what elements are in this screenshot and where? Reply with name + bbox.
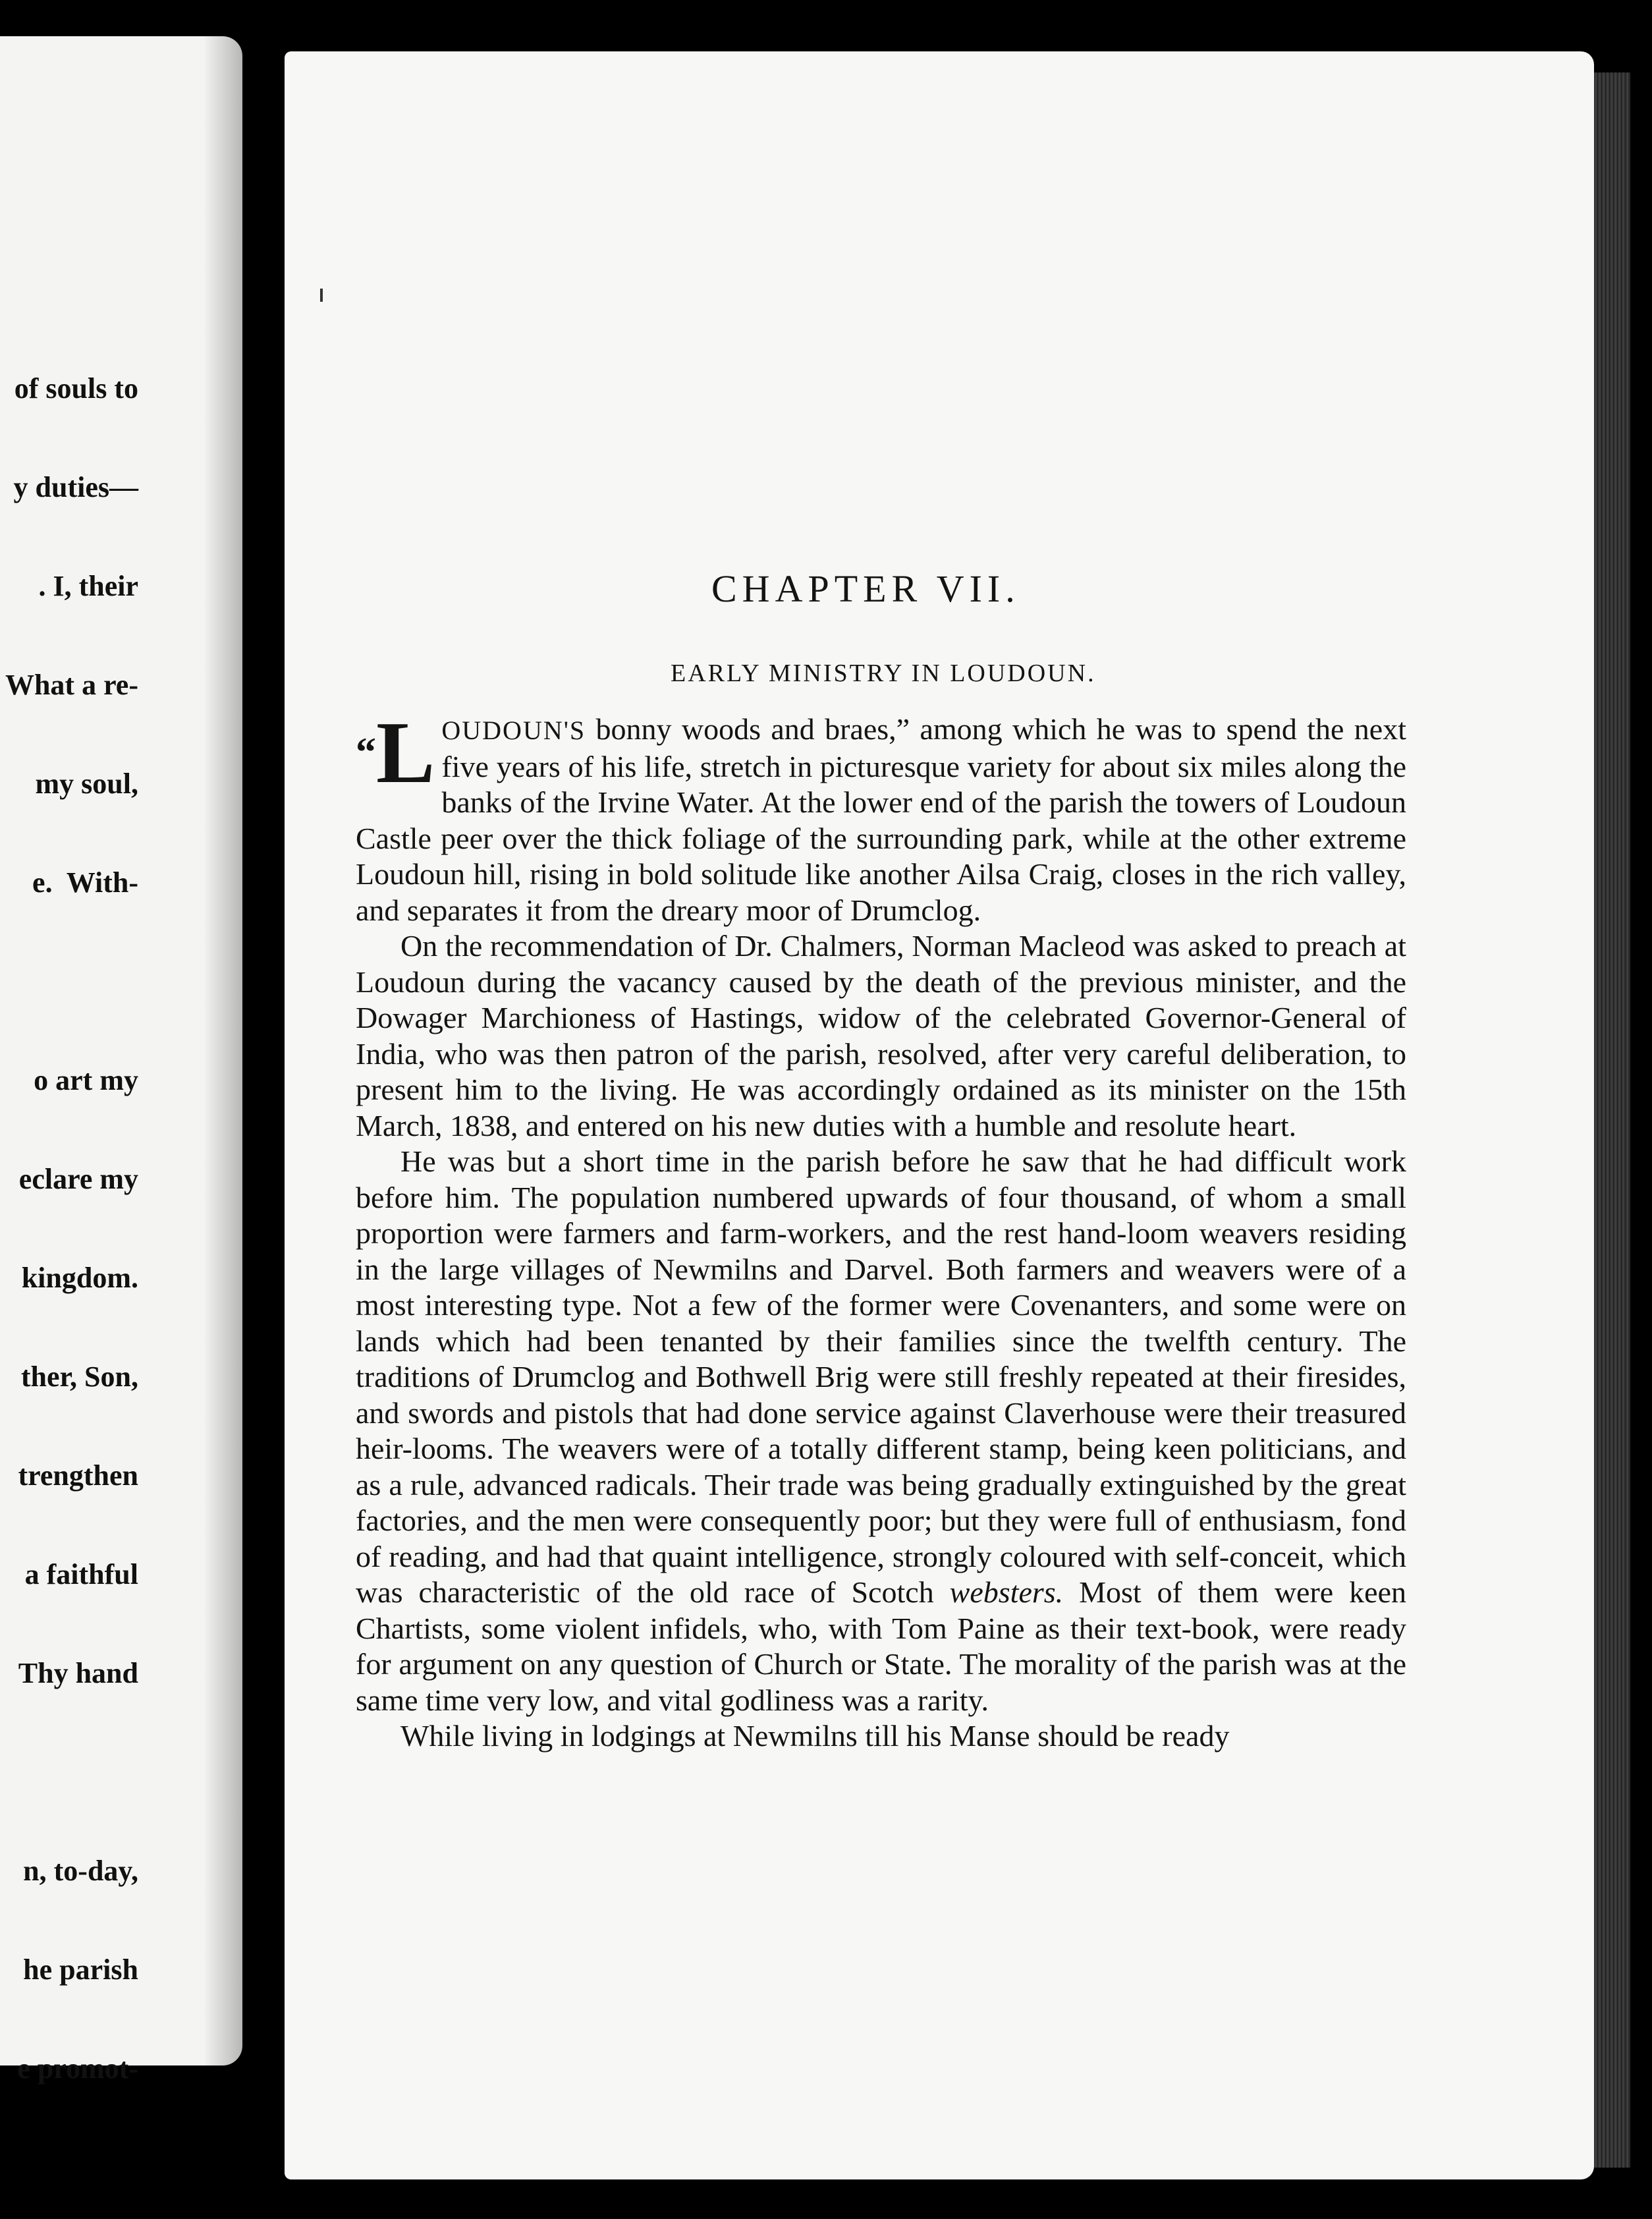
left-line: he parish [23, 1953, 138, 1986]
left-line: Thy hand [18, 1657, 138, 1689]
paragraph-3 [356, 1144, 1406, 1718]
left-line: . I, their [38, 570, 138, 602]
left-line: trengthen [18, 1459, 138, 1492]
first-word-rest: OUDOUN'S [441, 716, 586, 745]
left-line: e promot- [17, 2052, 138, 2085]
left-line: a faithful [17, 1558, 138, 1590]
book-page-edges [1594, 72, 1630, 2168]
paragraph-4: While living in lodgings at Newmilns till his Manse should be ready [400, 1719, 1230, 1753]
left-line: ther, Son, [20, 1361, 138, 1393]
left-line: o art my [34, 1064, 138, 1096]
opening-quote: “ [356, 730, 376, 775]
chapter-title: CHAPTER VII. [711, 567, 1020, 610]
drop-cap-letter: L [376, 704, 435, 801]
paragraph-1-text: bonny woods and braes,” among which he was to spend the next five years of his life, stretch in picturesque variety for about six miles along the banks of the Irvine Water. At the lower end of the parish the towers of Loudoun Castle peer over the thick foliage of the surrounding park, while at the other extreme Loudoun hill, rising in bold solitude like another Ailsa Craig, closes in the rich valley, and separates it from the dreary moor of Drumclog. [356, 712, 1406, 927]
left-line: kingdom. [14, 1262, 138, 1294]
left-line: my soul, [28, 768, 138, 800]
paragraph-3-emphasis: websters. [949, 1575, 1064, 1609]
paragraph-1 [356, 704, 1406, 928]
paragraph-2: On the recommendation of Dr. Chalmers, Norman Macleod was asked to preach at Loudoun during the vacancy caused by the death of the previous minister, and the Dowager Marchioness of Hastings, widow of the celebrated Governor-General of India, who was then patron of the parish, resolved, after very careful deliberation, to present him to the living. He was accordingly ordained as its minister on the 15th March, 1838, and entered on his new duties with a humble and resolute heart. [356, 929, 1406, 1142]
left-line-gap [5, 965, 138, 998]
paragraph-3-text-b: Most of them were keen Chartists, some violent infidels, who, with Tom Paine as their text-book, were ready for argument on any question of Church or State. The morality of the parish was at the same time very low, and vital godliness was a rarity. [356, 1575, 1406, 1717]
left-line-gap [5, 1756, 138, 1789]
left-line: y duties— [13, 471, 138, 503]
chapter-body [356, 704, 1406, 1755]
book-gutter-shadow [203, 36, 242, 2065]
left-line: eclare my [18, 1163, 138, 1195]
left-page [0, 36, 242, 2085]
ink-mark [320, 289, 323, 302]
left-line: What a re- [5, 669, 138, 701]
left-line: n, to-day, [23, 1855, 138, 1887]
left-line: e. With- [32, 866, 138, 899]
chapter-subtitle: EARLY MINISTRY IN LOUDOUN. [671, 660, 1096, 687]
left-page-text-fragments [5, 306, 138, 2151]
paragraph-3-text-a: He was but a short time in the parish before he saw that he had difficult work before him. The population numbered upwards of four thousand, of whom a small proportion were farmers and farm-workers, and the rest hand-loom weavers residing in the large villages of Newmilns and Darvel. Both farmers and weavers were of a most interesting type. Not a few of the former were Covenanters, and some were on lands which had been tenanted by their families since the twelfth century. The traditions of Drumclog and Bothwell Brig were still freshly repeated at their firesides, and swords and pistols that had done service against Claverhouse were their treasured heir-looms. The weavers were of a totally different stamp, being keen politicians, and as a rule, advanced radicals. Their trade was being gradually extinguished by the great factories, and the men were consequently poor; but they were full of enthusiasm, fond of reading, and had that quaint intelligence, strongly coloured with self-conceit, which was characteristic of the old race of Scotch [356, 1144, 1406, 1609]
drop-cap [356, 704, 435, 801]
left-line: of souls to [14, 372, 138, 405]
